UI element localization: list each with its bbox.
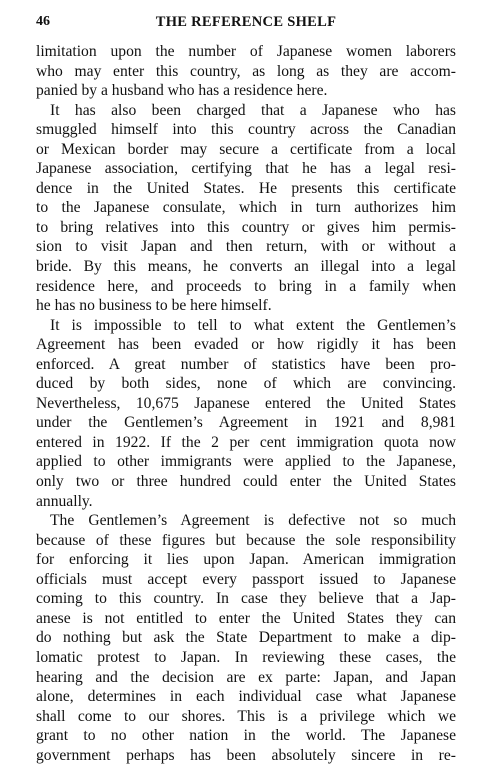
text-line: to the Japanese consulate, which in turn authorizes him [36, 199, 456, 217]
text-line: to bring relatives into this country or gives him permis- [36, 218, 456, 236]
body-text [36, 42, 456, 765]
text-line: because of these figures but because the sole responsibility [36, 531, 456, 549]
text-line: Nevertheless, 10,675 Japanese entered the United States [36, 394, 456, 412]
text-line: annually. [36, 492, 93, 510]
text-line: applied to other immigrants were applied to the Japanese, [36, 453, 456, 471]
text-line: duced by both sides, none of which are convincing. [36, 375, 456, 393]
text-line: do nothing but ask the State Department to make a dip- [36, 629, 456, 647]
text-line: sion to visit Japan and then return, with or without a [36, 238, 456, 256]
text-line: Japanese association, certifying that he has a legal resi- [36, 160, 456, 178]
text-line: government perhaps has been absolutely sincere in re- [36, 746, 456, 764]
text-line: smuggled himself into this country across the Canadian [36, 121, 456, 139]
text-line: who may enter this country, as long as they are accom- [36, 62, 456, 80]
text-line: only two or three hundred could enter the United States [36, 473, 456, 491]
page-header [36, 12, 456, 36]
paragraph [36, 42, 456, 101]
text-line: shall come to our shores. This is a privilege which we [36, 707, 456, 725]
text-line: or Mexican border may secure a certificate from a local [36, 140, 456, 158]
page-number: 46 [36, 14, 50, 29]
text-line: he has no business to be here himself. [36, 297, 272, 315]
text-line: for enforcing it lies upon Japan. American immigration [36, 551, 456, 569]
text-line: lomatic protest to Japan. In reviewing these cases, the [36, 648, 456, 666]
text-line: It is impossible to tell to what extent the Gentlemen’s [50, 316, 456, 334]
text-line: residence here, and proceeds to bring in a family when [36, 277, 456, 295]
text-line: anese is not entitled to enter the United States they can [36, 609, 456, 627]
paragraph [36, 511, 456, 765]
text-line: officials must accept every passport issued to Japanese [36, 570, 456, 588]
paragraph [36, 316, 456, 511]
text-line: coming to this country. In case they believe that a Jap- [36, 590, 456, 608]
text-line: The Gentlemen’s Agreement is defective not so much [50, 512, 456, 530]
text-line: grant to no other nation in the world. The Japanese [36, 727, 456, 745]
text-line: bride. By this means, he converts an illegal into a legal [36, 258, 456, 276]
text-line: entered in 1922. If the 2 per cent immigration quota now [36, 433, 456, 451]
text-line: alone, determines in each individual case what Japanese [36, 688, 456, 706]
text-line: Agreement has been evaded or how rigidly it has been [36, 336, 456, 354]
text-line: dence in the United States. He presents this certificate [36, 179, 456, 197]
text-line: hearing and the decision are ex parte: Japan, and Japan [36, 668, 456, 686]
book-page [36, 12, 456, 765]
text-line: under the Gentlemen’s Agreement in 1921 and 8,981 [36, 414, 456, 432]
text-line: panied by a husband who has a residence here. [36, 82, 328, 100]
paragraph [36, 101, 456, 316]
text-line: limitation upon the number of Japanese women laborers [36, 43, 456, 60]
running-head: THE REFERENCE SHELF [155, 14, 337, 30]
text-line: It has also been charged that a Japanese who has [50, 101, 456, 119]
text-line: enforced. A great number of statistics have been pro- [36, 355, 456, 373]
